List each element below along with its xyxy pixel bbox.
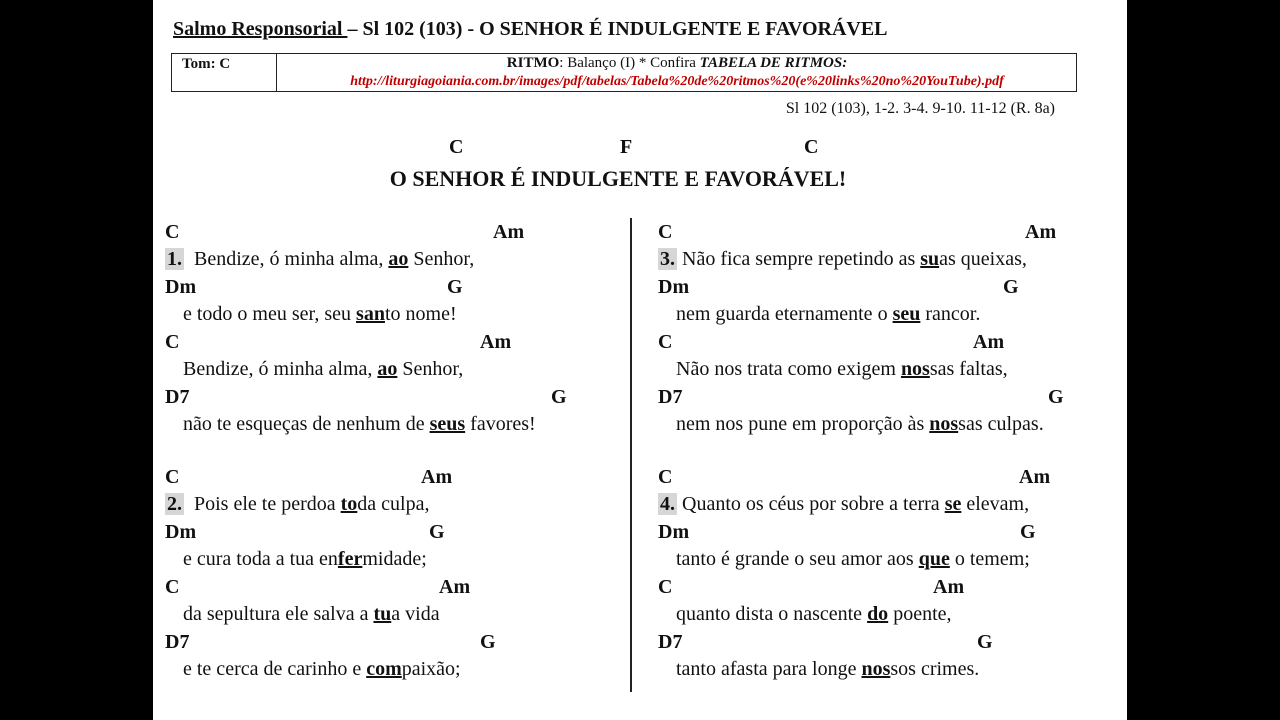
chord: C [658,221,673,243]
stressed-syllable: com [366,658,402,680]
psalm-reference: Sl 102 (103), 1-2. 3-4. 9-10. 11-12 (R. 8a) [785,100,1055,117]
stanza-1-line-4: não te esqueças de nenhum de seus favores! [183,413,536,435]
chord: Am [421,466,453,488]
stressed-syllable: to [340,493,358,515]
stanza-1-line-2: e todo o meu ser, seu santo nome! [183,303,457,325]
stanza-number: 2. [167,493,182,515]
stressed-syllable: su [920,248,940,270]
stressed-syllable: fer [337,548,363,570]
chord: Dm [658,521,690,543]
chord: D7 [165,631,190,653]
chord: Dm [165,276,197,298]
refrain-chord-3: C [804,136,819,158]
stanza-3-line-4: nem nos pune em proporção às nossas culpas. [676,413,1044,435]
stanza-2-line-3: da sepultura ele salva a tua vida [183,603,440,625]
stanza-2-line-2: e cura toda a tua enfermidade; [183,548,427,570]
stanza-2-line-4: e te cerca de carinho e compaixão; [183,658,461,680]
chord: G [447,276,463,298]
key-label: Tom: C [182,56,231,72]
chord: C [165,466,180,488]
chord: Am [439,576,471,598]
chord: D7 [165,386,190,408]
stanza-1-line-1: 1. Bendize, ó minha alma, ao Senhor, [167,248,475,270]
stressed-syllable: seus [429,413,466,435]
chord: Am [1019,466,1051,488]
chord: C [658,331,673,353]
stressed-syllable: nos [900,358,930,380]
chord: G [1020,521,1036,543]
stressed-syllable: san [356,303,385,325]
stanza-4-line-3: quanto dista o nascente do poente, [676,603,952,625]
chord: C [658,466,673,488]
chord: G [1003,276,1019,298]
info-table [171,53,1077,92]
chord: G [429,521,445,543]
document-title: Salmo Responsorial – Sl 102 (103) - O SENHOR É INDULGENTE E FAVORÁVEL [173,18,888,40]
chord: Dm [658,276,690,298]
refrain-chord-2: F [620,136,633,158]
rhythm-info: RITMO: Balanço (I) * Confira TABELA DE RITMOS: [506,55,848,71]
document-page [153,0,1127,720]
stanza-3-line-3: Não nos trata como exigem nossas faltas, [676,358,1008,380]
stanza-2-line-1: 2. Pois ele te perdoa toda culpa, [167,493,430,515]
stanza-number: 3. [660,248,675,270]
chord: G [1048,386,1064,408]
chord: C [165,331,180,353]
stanza-number: 4. [660,493,675,515]
chord: Am [973,331,1005,353]
stressed-syllable: tu [373,603,392,625]
chord: Dm [165,521,197,543]
column-divider [630,218,632,692]
chord: Am [480,331,512,353]
chord: C [165,576,180,598]
chord: D7 [658,631,683,653]
stressed-syllable: nos [929,413,959,435]
chord: G [480,631,496,653]
stressed-syllable: nos [861,658,891,680]
stanza-4-line-2: tanto é grande o seu amor aos que o temem; [676,548,1030,570]
rhythm-table-link[interactable]: http://liturgiagoiania.com.br/images/pdf/tabelas/Tabela%20de%20ritmos%20(e%20links%20no%20YouTube).pdf [350,74,1004,89]
stanza-3-line-1: 3. Não fica sempre repetindo as suas queixas, [660,248,1027,270]
chord: G [551,386,567,408]
stanza-4-line-4: tanto afasta para longe nossos crimes. [676,658,980,680]
stanza-3-line-2: nem guarda eternamente o seu rancor. [676,303,981,325]
stressed-syllable: ao [388,248,409,270]
refrain-text: O SENHOR É INDULGENTE E FAVORÁVEL! [389,166,847,191]
stressed-syllable: do [867,603,889,625]
stressed-syllable: ao [377,358,398,380]
chord: Am [1025,221,1057,243]
stanza-number: 1. [167,248,182,270]
stressed-syllable: seu [892,303,921,325]
chord: Am [493,221,525,243]
chord: D7 [658,386,683,408]
chord: Am [933,576,965,598]
chord: C [165,221,180,243]
chord: C [658,576,673,598]
chord: G [977,631,993,653]
stanza-4-line-1: 4. Quanto os céus por sobre a terra se elevam, [660,493,1030,515]
stanza-1-line-3: Bendize, ó minha alma, ao Senhor, [183,358,464,380]
stressed-syllable: que [918,548,950,570]
stressed-syllable: se [944,493,962,515]
refrain-chord-1: C [449,136,464,158]
